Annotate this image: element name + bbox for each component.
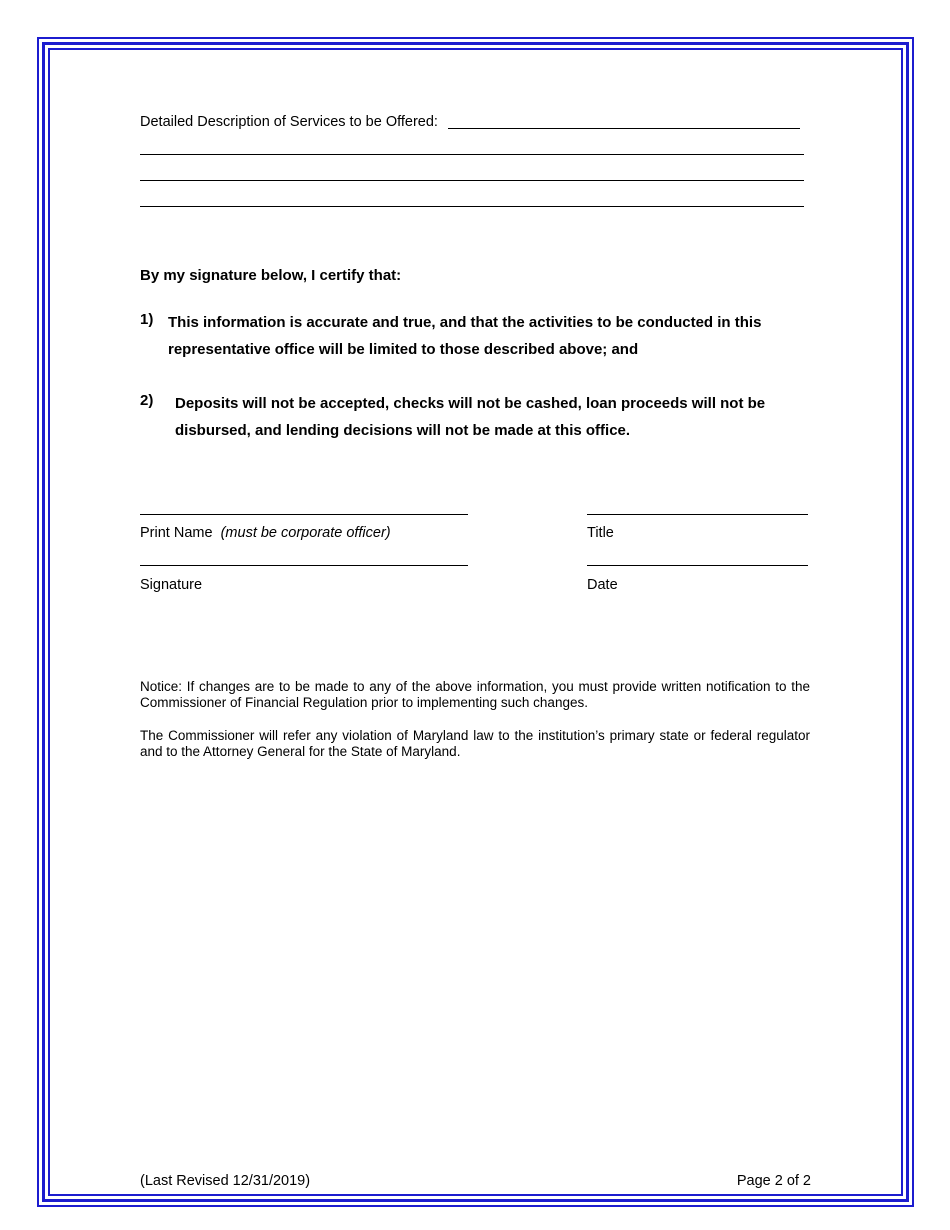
services-description-line-2[interactable]: [140, 154, 804, 155]
date-label: Date: [587, 577, 618, 593]
page-border-inner: [48, 48, 903, 1196]
services-description-line-3[interactable]: [140, 180, 804, 181]
title-label: Title: [587, 525, 614, 541]
print-name-label: [140, 524, 391, 542]
certification-intro: By my signature below, I certify that:: [140, 267, 402, 284]
date-line[interactable]: [587, 565, 808, 566]
print-name-label-text: Print Name: [140, 525, 213, 541]
services-description-line-1[interactable]: [448, 128, 800, 129]
certification-item-number: 2): [140, 392, 154, 409]
page-number: Page 2 of 2: [736, 1173, 811, 1189]
services-description-label: Detailed Description of Services to be Offered:: [140, 114, 438, 130]
certification-item-text: Deposits will not be accepted, checks will not be cashed, loan proceeds will not be disbursed, and lending decisions will not be made at this office.: [175, 395, 766, 439]
last-revised-footer: (Last Revised 12/31/2019): [140, 1173, 311, 1189]
notice-paragraph: Notice: If changes are to be made to any of the above information, you must provide written notification to the Commissioner of Financial Regulation prior to implementing such changes.: [140, 679, 810, 710]
certification-item-number: 1): [140, 311, 154, 328]
print-name-line[interactable]: [140, 514, 468, 515]
signature-label: Signature: [140, 577, 203, 593]
services-description-line-4[interactable]: [140, 206, 804, 207]
certification-item-text: This information is accurate and true, and that the activities to be conducted in this representative office will be limited to those described above; and: [168, 314, 762, 358]
commissioner-paragraph: The Commissioner will refer any violation of Maryland law to the institution’s primary state or federal regulator and to the Attorney General for the State of Maryland.: [140, 728, 810, 759]
signature-line[interactable]: [140, 565, 468, 566]
print-name-note: (must be corporate officer): [220, 525, 391, 541]
title-line[interactable]: [587, 514, 808, 515]
